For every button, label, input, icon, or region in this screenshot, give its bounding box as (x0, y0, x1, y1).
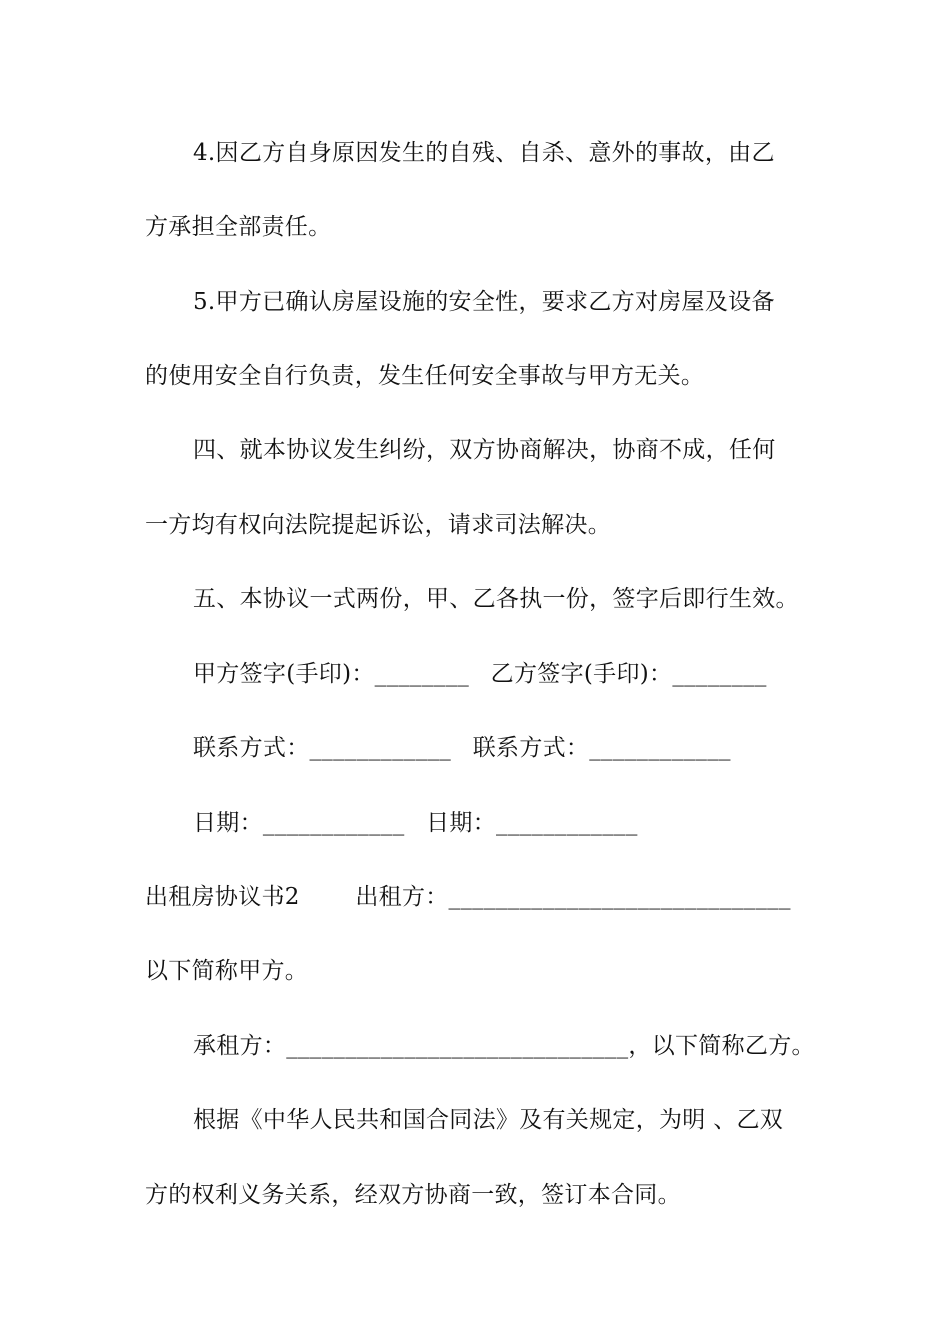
party-a-signature: 甲方签字(手印)：________ (193, 661, 470, 687)
basis-line-1: 根据《中华人民共和国合同法》及有关规定，为明 、乙双 (193, 1107, 784, 1133)
lessor-line-2: 以下简称甲方。 (145, 958, 309, 984)
clause-4-line-1: 4.因乙方自身原因发生的自残、自杀、意外的事故，由乙 (193, 140, 775, 166)
lessor-field: 出租方：_____________________________ (355, 884, 791, 910)
clause-4-line-2: 方承担全部责任。 (145, 214, 332, 240)
agreement-2-title: 出租房协议书2 (145, 884, 300, 910)
clause-5-line-2: 的使用安全自行负责，发生任何安全事故与甲方无关。 (145, 363, 705, 389)
section-4-line-2: 一方均有权向法院提起诉讼，请求司法解决。 (145, 512, 611, 538)
clause-5-line-1: 5.甲方已确认房屋设施的安全性，要求乙方对房屋及设备 (193, 289, 775, 315)
basis-line-2: 方的权利义务关系，经双方协商一致，签订本合同。 (145, 1182, 681, 1208)
date-row (193, 808, 863, 838)
contact-row (193, 733, 863, 763)
party-b-date: 日期：____________ (426, 810, 638, 836)
party-b-contact: 联系方式：____________ (472, 735, 731, 761)
lessee-field: 承租方：_____________________________，以下简称乙方。 (193, 1033, 815, 1059)
party-a-contact: 联系方式：____________ (193, 735, 452, 761)
party-b-signature: 乙方签字(手印)：________ (490, 661, 767, 687)
party-a-date: 日期：____________ (193, 810, 405, 836)
agreement-2-header-row (145, 882, 815, 912)
section-5-line-1: 五、本协议一式两份，甲、乙各执一份，签字后即行生效。 (193, 586, 799, 612)
signature-row (193, 659, 863, 689)
section-4-line-1: 四、就本协议发生纠纷，双方协商解决，协商不成，任何 (193, 437, 776, 463)
